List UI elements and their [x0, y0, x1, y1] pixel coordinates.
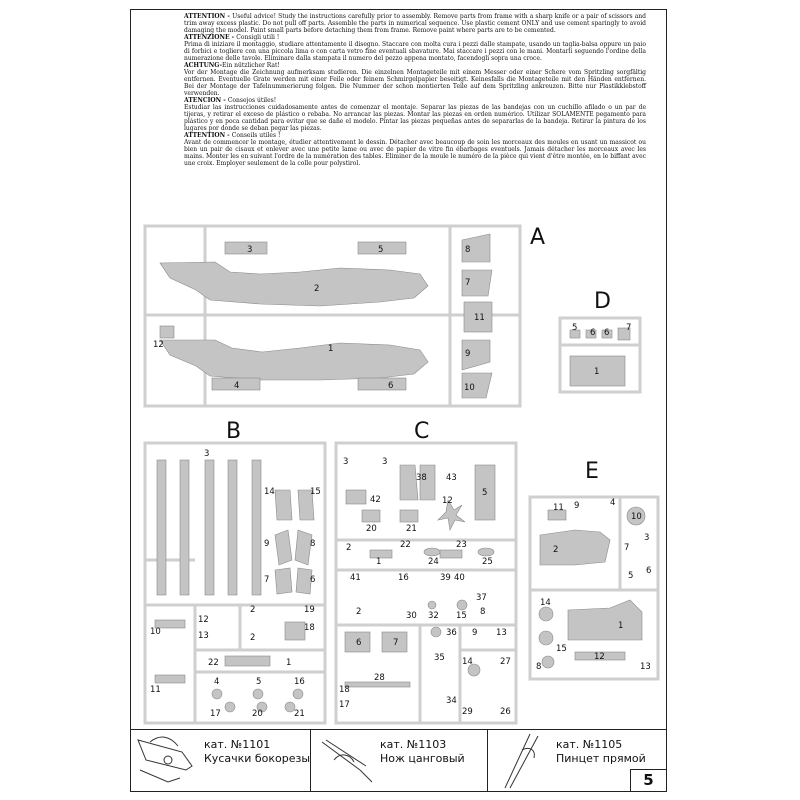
side-cutters-icon [138, 737, 192, 782]
part-e15 [539, 631, 553, 645]
part-label: 37 [476, 593, 487, 603]
instructions-it-subheading: Consigli utili ! [236, 34, 280, 41]
part-label: 6 [604, 328, 610, 338]
part-c15 [457, 600, 467, 610]
part-label: 6 [646, 566, 652, 576]
part-label: 2 [314, 284, 320, 294]
part-label: 1 [286, 658, 292, 668]
part-label: 17 [210, 709, 221, 719]
part-b16 [293, 689, 303, 699]
part-label: 8 [536, 662, 542, 672]
part-label: 3 [204, 449, 210, 459]
instructions-fr-text: Avant de commencer le montage, étudier attentivement le dessin. Détacher avec beaucoup de soin les morceaux des moules en usant un massicot ou bien un pair de cisaux et enlever avec une petite lame ou avec de papier de vitre fin ébarbages eventuels. Jamais détacher les morceaux avec les mains. Monter les en suivant l'ordre de la numération des tables. Eliminer de la moule le numéro de la pièce qui vient d'être montée, en le biffant avec une croix. Employer seulement de la colle pour polystirol. [184, 139, 646, 167]
part-b22 [225, 656, 270, 666]
part-b11 [155, 675, 185, 683]
part-b-blade-5 [252, 460, 261, 595]
part-a2-fuselage-left [160, 262, 428, 306]
part-label: 22 [208, 658, 219, 668]
part-label: 10 [150, 627, 161, 637]
part-label: 2 [250, 633, 256, 643]
part-label: 20 [252, 709, 263, 719]
instructions-en-subheading: Useful advice! [232, 13, 276, 20]
part-label: 9 [465, 349, 471, 359]
tool-divider [487, 729, 488, 792]
footer-divider [130, 729, 667, 730]
part-label: 28 [374, 673, 385, 683]
part-label: 11 [553, 503, 564, 513]
instructions-it-text: Prima di iniziare il montaggio, studiare attentamente il disegno. Staccare con molta cura i pezzi dalle stampate, usando un taglia-balsa oppure un paio di forbici e togliere con una piccola lima o con carta vetro fine eventuali sbavature. Mai staccare i pezzi con le mani. Montarli seguendo l'ordine della numerazione delle tavole. Eliminare dalla stampata il numero del pezzo appena montato, facendogli sopra una croce. [184, 41, 646, 62]
part-label: 17 [339, 700, 350, 710]
part-label: 16 [398, 573, 409, 583]
sprue-letter-a: A [530, 225, 546, 250]
instructions-en-heading: ATTENTION - [184, 13, 233, 20]
part-label: 7 [264, 575, 270, 585]
sprue-letter-e: E [585, 459, 599, 484]
part-label: 24 [428, 557, 439, 567]
part-label: 30 [406, 611, 417, 621]
part-label: 42 [370, 495, 381, 505]
sprue-letter-d: D [594, 289, 611, 314]
part-label: 1 [618, 621, 624, 631]
part-b17 [225, 702, 235, 712]
part-label: 7 [465, 278, 471, 288]
part-label: 5 [378, 245, 384, 255]
part-b-blade-4 [228, 460, 237, 595]
part-label: 19 [304, 605, 315, 615]
part-label: 35 [434, 653, 445, 663]
collet-knife-icon [322, 740, 372, 782]
part-label: 6 [388, 381, 394, 391]
part-label: 9 [472, 628, 478, 638]
part-e2 [540, 530, 610, 565]
instructions-de-heading: ACHTUNG- [184, 62, 223, 69]
part-label: 27 [500, 657, 511, 667]
straight-tweezers-icon [505, 734, 538, 788]
part-label: 2 [346, 543, 352, 553]
part-c36 [431, 627, 441, 637]
part-label: 1 [594, 367, 600, 377]
part-label: 10 [464, 383, 475, 393]
part-b18 [285, 622, 305, 640]
part-label: 14 [264, 487, 275, 497]
part-label: 8 [465, 245, 471, 255]
part-label: 11 [150, 685, 161, 695]
part-c24 [424, 548, 440, 556]
part-label: 3 [644, 533, 650, 543]
part-label: 16 [294, 677, 305, 687]
part-label: 18 [304, 623, 315, 633]
part-label: 2 [553, 545, 559, 555]
part-label: 12 [153, 340, 164, 350]
part-b4 [212, 689, 222, 699]
part-label: 13 [198, 631, 209, 641]
instructions-es-subheading: Consejos útiles! [227, 97, 277, 104]
part-label: 38 [416, 473, 427, 483]
instructions-es-text: Estudiar las instrucciones cuidadosamente antes de comenzar el montaje. Separar las piezas de las bandejas con un cuchillo afilado o un par de tijeras, y retirar el exceso de plástico o rebaba. No arrancar las piezas. Montar las piezas en orden numérico. Utilizar SOLAMENTE pegamento para plástico y en poca cantidad para evitar que se dañe el modelo. Pintar las piezas pequeñas antes de separarlas de la bandeja. Retirar la pintura de los lugares por donde se deban pegar las piezas. [184, 104, 646, 132]
sprue-letter-b: B [226, 419, 242, 444]
instructions-fr-heading: ATTENTION - [184, 132, 232, 139]
part-label: 8 [480, 607, 486, 617]
part-a1-fuselage-right [160, 340, 428, 380]
part-label: 7 [626, 323, 632, 333]
instructions-it-heading: ATTENZIONE - [184, 34, 237, 41]
part-label: 26 [500, 707, 511, 717]
tool-item-1101 [204, 738, 310, 766]
part-label: 13 [640, 662, 651, 672]
part-label: 4 [234, 381, 240, 391]
part-label: 6 [590, 328, 596, 338]
part-b-blade-1 [157, 460, 166, 595]
part-label: 15 [310, 487, 321, 497]
instructions-fr-subheading: Conseils utiles ! [231, 132, 281, 139]
part-c42 [346, 490, 366, 504]
part-label: 25 [482, 557, 493, 567]
tool-name: Пинцет прямой [556, 752, 646, 765]
part-label: 13 [496, 628, 507, 638]
part-a12 [160, 326, 174, 338]
part-label: 14 [462, 657, 473, 667]
part-label: 32 [428, 611, 439, 621]
part-label: 1 [376, 557, 382, 567]
part-label: 7 [624, 543, 630, 553]
part-label: 14 [540, 598, 551, 608]
part-label: 5 [482, 488, 488, 498]
part-label: 12 [594, 652, 605, 662]
part-label: 15 [556, 644, 567, 654]
part-label: 3 [343, 457, 349, 467]
part-label: 5 [572, 323, 578, 333]
tool-item-1105 [556, 738, 646, 766]
part-b14 [275, 490, 292, 520]
part-label: 2 [356, 607, 362, 617]
part-a3 [225, 242, 267, 254]
part-label: 3 [382, 457, 388, 467]
part-label: 2 [250, 605, 256, 615]
sprue-letter-c: C [414, 419, 430, 444]
part-e1 [568, 600, 642, 640]
instructions-es-heading: ATENCION - [184, 97, 228, 104]
instructions-en-body: Study the instructions carefully prior to assembly. Remove parts from frame with a sharp knife or a pair of scissors and trim away excess plastic. Do not pull off parts. Assemble the parts in numerical sequence. Use plastic cement ONLY and use cement sparingly to avoid damaging the model. Paint small parts before detaching them from frame. Remove paint where parts are to be cemented. [184, 13, 646, 34]
part-label: 4 [610, 498, 616, 508]
part-label: 12 [442, 496, 453, 506]
instructions-de-text: Vor der Montage die Zeichnung aufmerksam studieren. Die einzelnen Montageteile mit einem Messer oder einer Schere vom Spritzling sorgfältig entfernen. Eventuelle Grate werden mit einer Feile oder feinem Schmirgelpapier beseitigt. Keinesfalls die Montageteile mit den Händen entfernen. Bei der Montage der Tafelnummerierung folgen. Die Nummer der schon montierten Teile auf dem Spritzling ankreuzen. Bitte nur Plastikklebstoff verwenden. [184, 69, 646, 97]
tool-name: Нож цанговый [380, 752, 465, 765]
part-label: 9 [574, 501, 580, 511]
tool-catalog-number: кат. №1105 [556, 738, 623, 751]
part-label: 5 [256, 677, 262, 687]
part-c20 [362, 510, 380, 522]
part-b-blade-2 [180, 460, 189, 595]
part-label: 39 [440, 573, 451, 583]
part-label: 5 [628, 571, 634, 581]
part-c25 [478, 548, 494, 556]
part-label: 23 [456, 540, 467, 550]
part-label: 6 [310, 575, 316, 585]
part-b5 [253, 689, 263, 699]
part-label: 3 [247, 245, 253, 255]
part-label: 36 [446, 628, 457, 638]
part-b9 [275, 530, 292, 565]
part-label: 7 [393, 638, 399, 648]
part-label: 6 [356, 638, 362, 648]
tool-catalog-number: кат. №1103 [380, 738, 447, 751]
part-c32 [428, 601, 436, 609]
part-label: 22 [400, 540, 411, 550]
part-label: 21 [406, 524, 417, 534]
part-label: 21 [294, 709, 305, 719]
tool-item-1103 [380, 738, 465, 766]
part-label: 12 [198, 615, 209, 625]
part-a6 [358, 378, 406, 390]
part-label: 18 [339, 685, 350, 695]
tool-catalog-number: кат. №1101 [204, 738, 271, 751]
part-label: 4 [214, 677, 220, 687]
part-label: 20 [366, 524, 377, 534]
part-c23 [440, 550, 462, 558]
part-label: 11 [474, 313, 485, 323]
tool-name: Кусачки бокорезы [204, 752, 311, 765]
part-label: 34 [446, 696, 457, 706]
page-number: 5 [630, 769, 667, 792]
part-label: 40 [454, 573, 465, 583]
part-label: 9 [264, 539, 270, 549]
part-e14 [539, 607, 553, 621]
part-label: 10 [631, 512, 642, 522]
part-label: 15 [456, 611, 467, 621]
part-label: 1 [328, 344, 334, 354]
part-label: 41 [350, 573, 361, 583]
part-label: 29 [462, 707, 473, 717]
part-label: 43 [446, 473, 457, 483]
instructions-de-subheading: Ein nützlicher Rat! [222, 62, 280, 69]
part-b-blade-3 [205, 460, 214, 595]
part-label: 8 [310, 539, 316, 549]
part-c21 [400, 510, 418, 522]
part-e8 [542, 656, 554, 668]
tool-divider [310, 729, 311, 792]
part-b7 [275, 568, 292, 594]
